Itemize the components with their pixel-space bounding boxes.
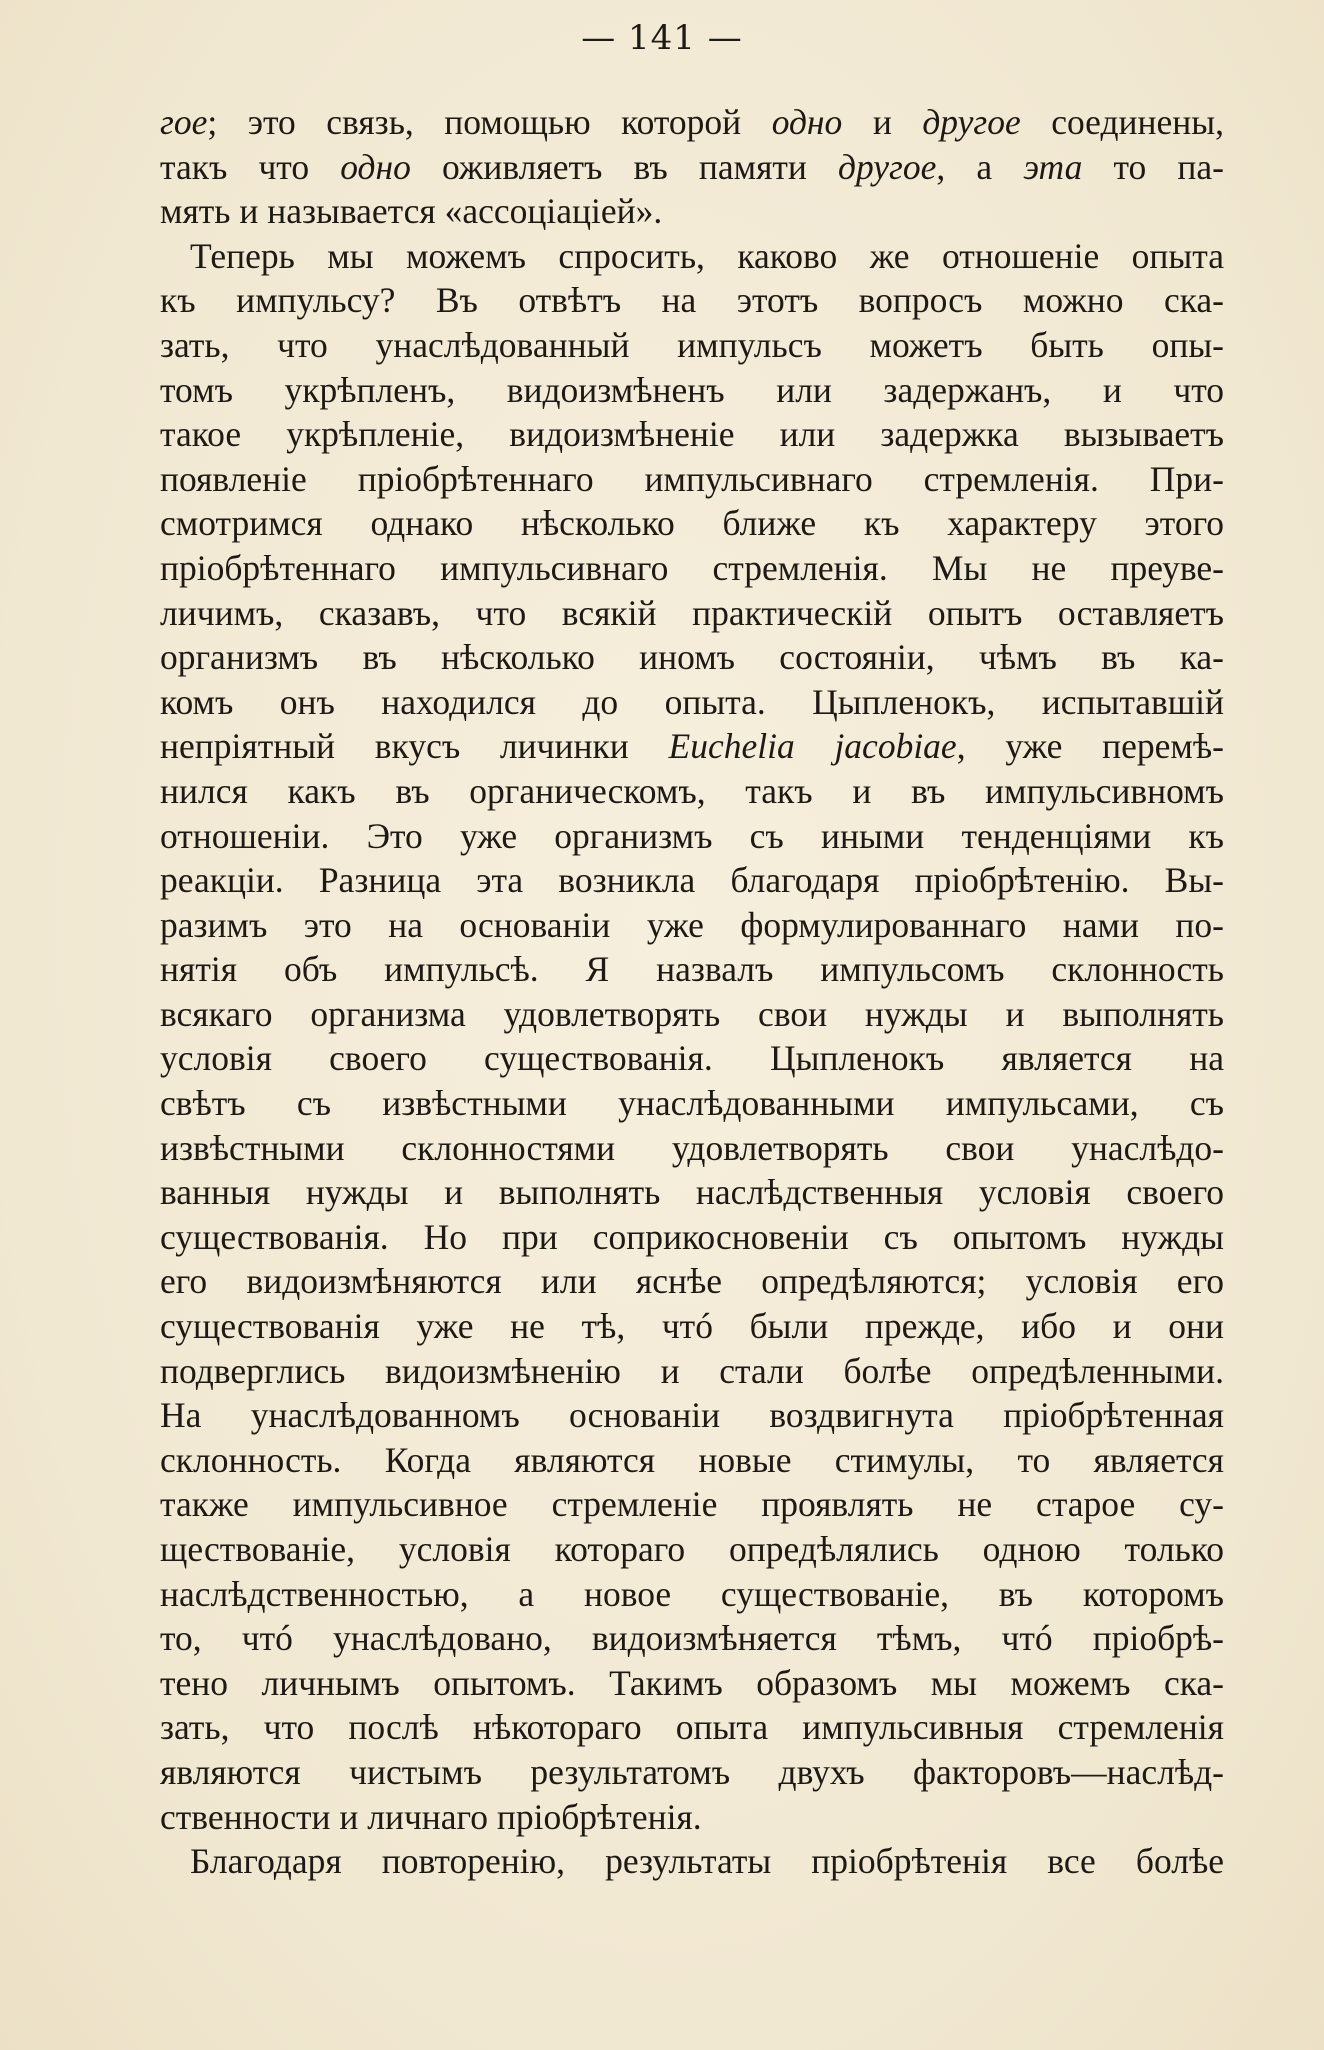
text-run: Теперь мы можемъ спросить, каково же отношеніе опыта — [190, 235, 1224, 276]
text-run: личимъ, сказавъ, что всякій практическій опытъ оставляетъ — [160, 592, 1224, 633]
italic-text: другое — [838, 146, 937, 187]
text-run: извѣстными склонностями удовлетворять свои унаслѣдо- — [160, 1127, 1224, 1168]
text-run: появленіе пріобрѣтеннаго импульсивнаго стремленія. При- — [160, 458, 1224, 499]
text-line — [160, 992, 1224, 1037]
text-line — [160, 323, 1224, 368]
text-line — [160, 1482, 1224, 1527]
text-run: непріятный вкусъ личинки — [160, 726, 669, 767]
text-run: къ импульсу? Въ отвѣтъ на этотъ вопросъ можно ска- — [160, 280, 1224, 321]
text-run: ственности и личнаго пріобрѣтенія. — [160, 1796, 702, 1837]
text-run: его видоизмѣняются или яснѣе опредѣляются; условія его — [160, 1261, 1224, 1302]
text-run: являются чистымъ результатомъ двухъ факторовъ—наслѣд- — [160, 1751, 1224, 1792]
text-run: оживляетъ въ памяти — [410, 146, 839, 187]
text-line — [160, 1215, 1224, 1260]
body-text — [160, 100, 1224, 1884]
text-line — [160, 1349, 1224, 1394]
text-line — [160, 145, 1224, 190]
text-line — [160, 858, 1224, 903]
text-run: пріобрѣтеннаго импульсивнаго стремленія. Мы не преуве- — [160, 547, 1224, 588]
text-line — [160, 1036, 1224, 1081]
text-line — [160, 546, 1224, 591]
text-line — [160, 1839, 1224, 1884]
text-run: , а — [936, 146, 1024, 187]
text-run: зать, что послѣ нѣкотораго опыта импульсивныя стремленія — [160, 1707, 1224, 1748]
text-run: ванныя нужды и выполнять наслѣдственныя условія своего — [160, 1172, 1224, 1213]
text-line — [160, 368, 1224, 413]
text-line — [160, 278, 1224, 323]
text-run: свѣтъ съ извѣстными унаслѣдованными импульсами, съ — [160, 1083, 1224, 1124]
text-line — [160, 1750, 1224, 1795]
text-run: томъ укрѣпленъ, видоизмѣненъ или задержанъ, и что — [160, 369, 1224, 410]
text-run: и — [842, 102, 923, 142]
italic-text: гое — [160, 102, 208, 142]
text-run: ществованіе, условія котораго опредѣлялись одною только — [160, 1529, 1224, 1569]
italic-text: одно — [340, 146, 411, 187]
text-run: зать, что унаслѣдованный импульсъ можетъ быть опы- — [160, 324, 1224, 365]
text-line — [160, 769, 1224, 814]
text-run: такое укрѣпленіе, видоизмѣненіе или задержка вызываетъ — [160, 414, 1224, 455]
text-line — [160, 412, 1224, 457]
text-line — [160, 100, 1224, 145]
text-line — [160, 1438, 1224, 1483]
text-line — [160, 1393, 1224, 1438]
text-run: такъ что — [160, 146, 341, 187]
text-run: соединены, — [1020, 102, 1224, 142]
text-line — [160, 635, 1224, 680]
text-run: отношеніи. Это уже организмъ съ иными тенденціями къ — [160, 815, 1224, 856]
text-run: условія своего существованія. Цыпленокъ является на — [160, 1038, 1224, 1079]
text-run: ; это связь, помощью которой — [207, 102, 772, 142]
text-run: всякаго организма удовлетворять свои нужды и выполнять — [160, 993, 1224, 1034]
text-line — [160, 814, 1224, 859]
text-run: также импульсивное стремленіе проявлять не старое су- — [160, 1484, 1224, 1525]
italic-text: одно — [771, 102, 843, 142]
text-run: тено личнымъ опытомъ. Такимъ образомъ мы можемъ ска- — [160, 1662, 1224, 1703]
text-run: наслѣдственностью, а новое существованіе, въ которомъ — [160, 1573, 1224, 1614]
text-run: организмъ въ нѣсколько иномъ состояніи, чѣмъ въ ка- — [160, 637, 1224, 678]
text-run: существованія уже не тѣ, чтó были прежде, ибо и они — [160, 1306, 1224, 1347]
text-line — [160, 1304, 1224, 1349]
text-line — [160, 680, 1224, 725]
text-run: подверглись видоизмѣненію и стали болѣе опредѣленными. — [160, 1350, 1224, 1391]
text-run: смотримся однако нѣсколько ближе къ характеру этого — [160, 503, 1224, 544]
text-run: , уже перемѣ- — [956, 726, 1224, 767]
text-run: Благодаря повторенію, результаты пріобрѣтенія все болѣе — [190, 1841, 1224, 1882]
text-line — [160, 1572, 1224, 1617]
text-line — [160, 234, 1224, 279]
text-line — [160, 1705, 1224, 1750]
text-line — [160, 724, 1224, 769]
text-run: нился какъ въ органическомъ, такъ и въ импульсивномъ — [160, 770, 1224, 811]
text-run: то па- — [1082, 146, 1224, 187]
text-run: реакціи. Разница эта возникла благодаря пріобрѣтенію. Вы- — [160, 860, 1224, 901]
text-run: На унаслѣдованномъ основаніи воздвигнута пріобрѣтенная — [160, 1395, 1224, 1436]
text-line — [160, 189, 1224, 234]
text-line — [160, 457, 1224, 502]
text-line — [160, 1126, 1224, 1171]
text-line — [160, 1259, 1224, 1304]
text-line — [160, 903, 1224, 948]
italic-text: другое — [922, 102, 1021, 142]
text-run: мять и называется «ассоціацiей». — [160, 191, 663, 232]
text-run: нятія объ импульсѣ. Я назвалъ импульсомъ склонность — [160, 949, 1224, 990]
text-run: существованія. Но при соприкосновеніи съ опытомъ нужды — [160, 1216, 1224, 1257]
text-line — [160, 1616, 1224, 1661]
text-line — [160, 1661, 1224, 1706]
text-run: то, чтó унаслѣдовано, видоизмѣняется тѣмъ, чтó пріобрѣ- — [160, 1618, 1224, 1659]
text-run: разимъ это на основаніи уже формулированнаго нами по- — [160, 904, 1224, 945]
text-line — [160, 501, 1224, 546]
text-line — [160, 1081, 1224, 1126]
text-line — [160, 1170, 1224, 1215]
text-line — [160, 591, 1224, 636]
text-line — [160, 1527, 1224, 1572]
text-run: склонность. Когда являются новые стимулы, то является — [160, 1439, 1224, 1480]
italic-text: Euchelia jacobiae — [668, 726, 957, 767]
text-run: комъ онъ находился до опыта. Цыпленокъ, испытавшій — [160, 681, 1224, 722]
text-line — [160, 1795, 1224, 1840]
text-line — [160, 947, 1224, 992]
italic-text: эта — [1023, 146, 1083, 187]
page-number: — 141 — — [581, 18, 743, 58]
